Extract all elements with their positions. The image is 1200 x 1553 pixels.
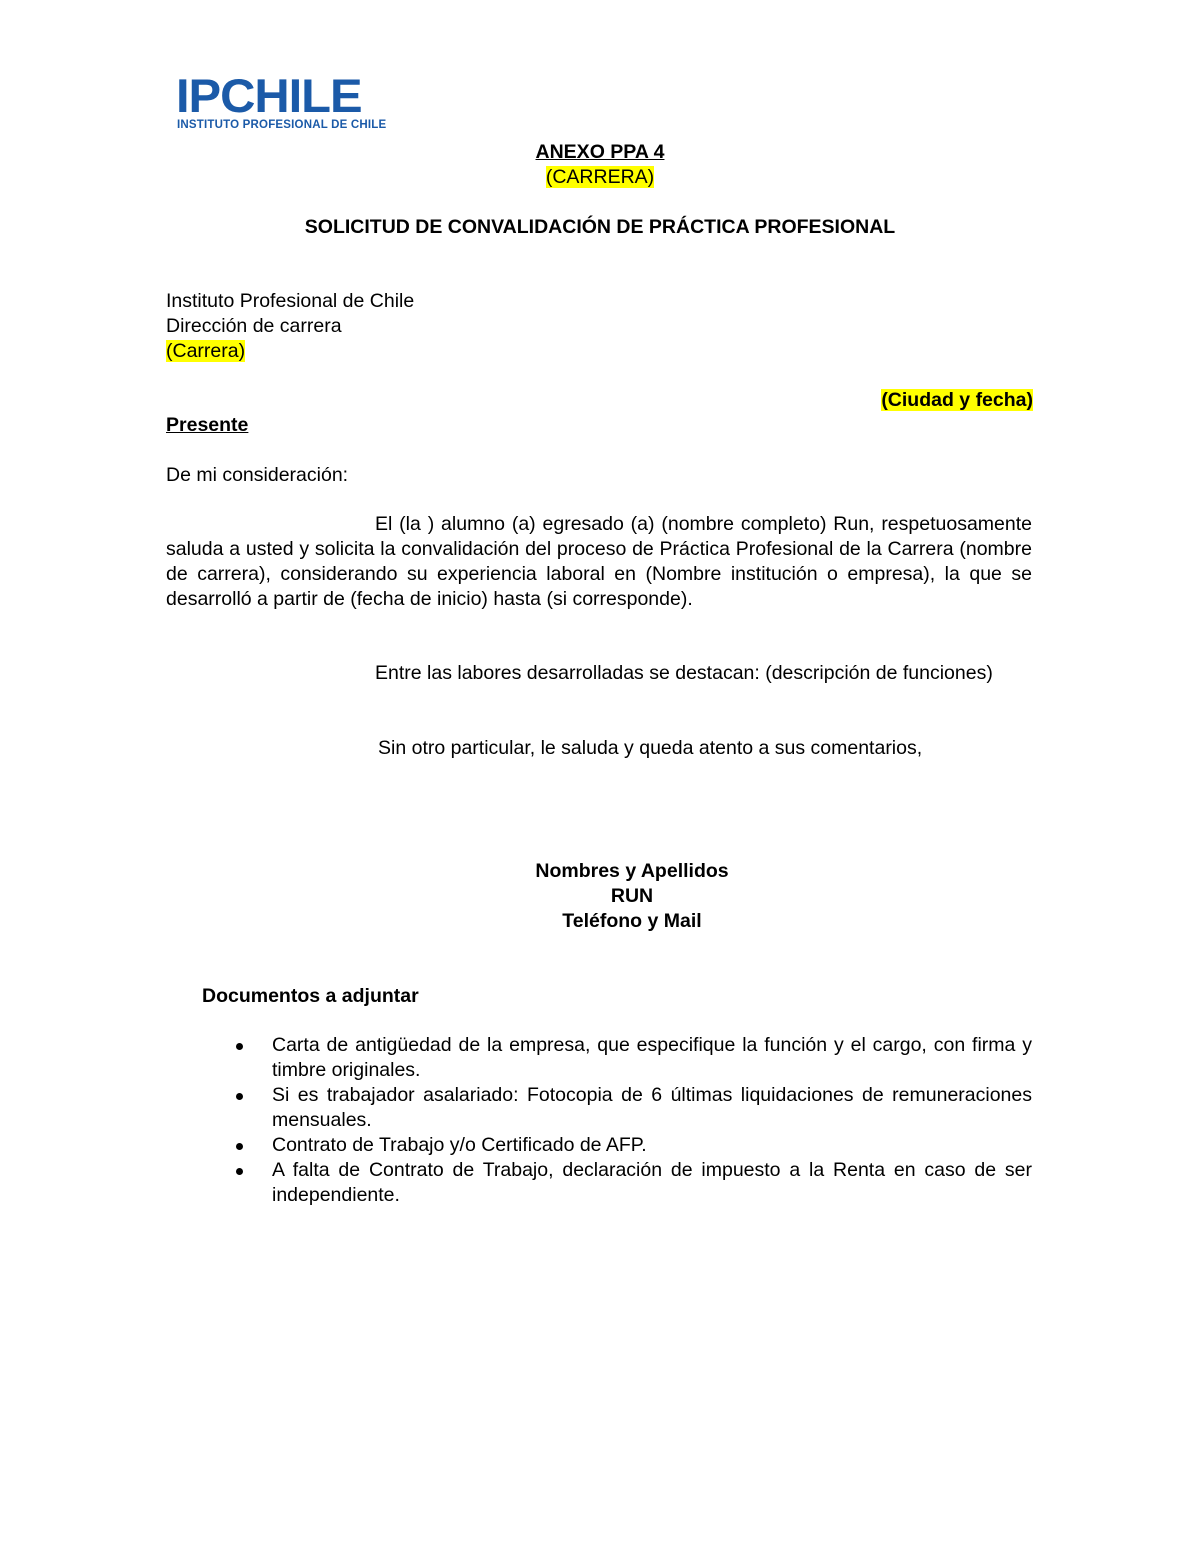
list-item (232, 1083, 1032, 1133)
annex-heading (0, 140, 1200, 165)
bullet-icon (236, 1168, 243, 1175)
signature-run: RUN (610, 885, 654, 907)
document-title: SOLICITUD DE CONVALIDACIÓN DE PRÁCTICA PROFESIONAL (304, 216, 896, 238)
presente-label: Presente (166, 414, 249, 436)
documents-heading: Documentos a adjuntar (202, 985, 419, 1007)
list-item-text: Carta de antigüedad de la empresa, que especifique la función y el cargo, con firma y timbre originales. (272, 1034, 1032, 1081)
body-paragraph-1: El (la ) alumno (a) egresado (a) (nombre completo) Run, respetuosamente saluda a usted y solicita la convalidación del proceso de Práctica Profesional de la Carrera (nombre de carrera), considerando su experiencia laboral en (Nombre institución o empresa), la que se desarrolló a partir de (fecha de inicio) hasta (si corresponde). (166, 513, 1032, 610)
list-item-text: A falta de Contrato de Trabajo, declaración de impuesto a la Renta en caso de ser independiente. (272, 1159, 1032, 1206)
recipient-career: (Carrera) (166, 340, 246, 362)
bullet-icon (236, 1043, 243, 1050)
recipient-career-line (166, 339, 245, 364)
bullet-icon (236, 1093, 243, 1100)
list-item (232, 1133, 1032, 1158)
body-paragraph-2: Entre las labores desarrolladas se destacan: (descripción de funciones) (375, 662, 993, 684)
career-placeholder: (CARRERA) (545, 166, 655, 188)
documents-list (232, 1033, 1032, 1208)
greeting: De mi consideración: (166, 464, 349, 486)
recipient-direction: Dirección de carrera (166, 315, 342, 337)
signature-name: Nombres y Apellidos (535, 860, 729, 882)
signature-contact: Teléfono y Mail (562, 910, 702, 932)
city-date-line (881, 388, 1033, 413)
list-item (232, 1158, 1032, 1208)
ipchile-logo (176, 69, 387, 134)
bullet-icon (236, 1143, 243, 1150)
list-item-text: Si es trabajador asalariado: Fotocopia de 6 últimas liquidaciones de remuneraciones mensuales. (272, 1084, 1032, 1131)
list-item (232, 1033, 1032, 1083)
city-date: (Ciudad y fecha) (881, 389, 1033, 411)
logo-subtitle: INSTITUTO PROFESIONAL DE CHILE (177, 119, 387, 131)
career-placeholder-line (0, 165, 1200, 190)
list-item-text: Contrato de Trabajo y/o Certificado de AFP. (272, 1134, 647, 1156)
closing-sentence: Sin otro particular, le saluda y queda atento a sus comentarios, (378, 737, 923, 759)
logo-wordmark: IPCHILE (176, 69, 362, 122)
recipient-institution: Instituto Profesional de Chile (166, 290, 415, 312)
annex-label: ANEXO PPA 4 (535, 141, 665, 163)
